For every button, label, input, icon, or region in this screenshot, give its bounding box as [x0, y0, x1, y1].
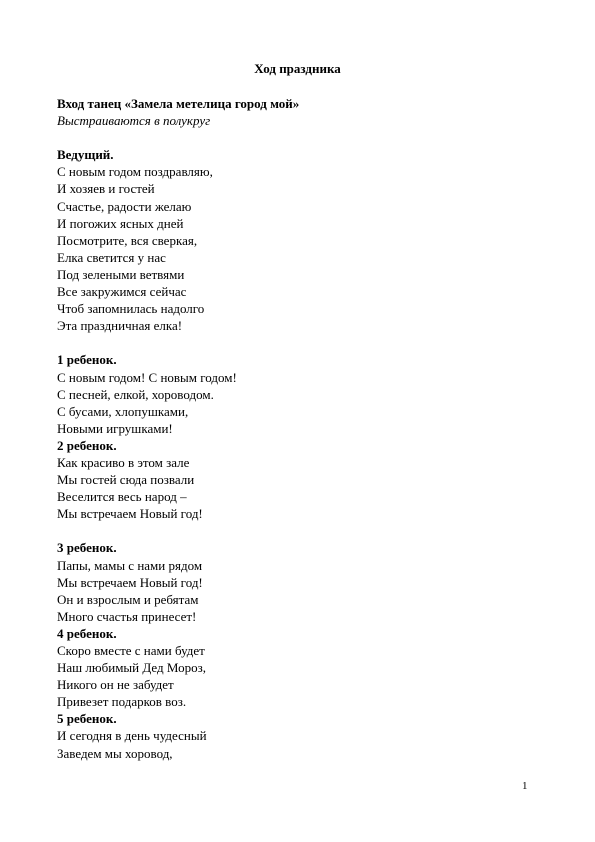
verse-line: Много счастья принесет! [57, 608, 197, 624]
verse-line: Мы гостей сюда позвали [57, 472, 195, 488]
verse-line: С новым годом поздравляю, [57, 164, 213, 180]
verse-line: С бусами, хлопушками, [57, 403, 189, 419]
speaker-label: 5 ребенок. [57, 711, 117, 727]
verse-line: Папы, мамы с нами рядом [57, 557, 203, 573]
speaker-label: 2 ребенок. [57, 437, 117, 453]
verse-line: Мы встречаем Новый год! [57, 506, 203, 522]
verse-line: Веселится весь народ – [57, 489, 187, 505]
verse-line: Посмотрите, вся сверкая, [57, 232, 198, 248]
paragraph-gap [57, 522, 537, 539]
speaker-label: 4 ребенок. [57, 625, 117, 641]
intro-heading: Вход танец «Замела метелица город мой» [57, 96, 300, 111]
verse-line: Под зелеными ветвями [57, 266, 185, 282]
verse-line: Он и взрослым и ребятам [57, 591, 199, 607]
verse-line: Эта праздничная елка! [57, 318, 183, 334]
speaker-label: 3 ребенок. [57, 540, 117, 556]
speaker-label: 1 ребенок. [57, 352, 117, 368]
verse-line: Новыми игрушками! [57, 420, 173, 436]
verse-line: Как красиво в этом зале [57, 454, 190, 470]
verse-line: Мы встречаем Новый год! [57, 574, 203, 590]
verse-line: Елка светится у нас [57, 249, 166, 265]
verse-line: Чтоб запомнилась надолго [57, 301, 205, 317]
verse-line: Счастье, радости желаю [57, 198, 192, 214]
page-title: Ход праздника [254, 61, 341, 76]
verse-line: И погожих ясных дней [57, 215, 184, 231]
verse-line: С новым годом! С новым годом! [57, 369, 237, 385]
verse-line: Все закружимся сейчас [57, 284, 187, 300]
verse-line: Привезет подарков воз. [57, 694, 187, 710]
verse-line: Скоро вместе с нами будет [57, 643, 205, 658]
speaker-label: Ведущий. [57, 147, 114, 163]
paragraph-gap [57, 334, 537, 351]
verse-line: И хозяев и гостей [57, 181, 155, 197]
page-number: 1 [522, 780, 528, 792]
verse-line: Наш любимый Дед Мороз, [57, 660, 206, 676]
verse-line: И сегодня в день чудесный [57, 728, 207, 744]
verse-line: Никого он не забудет [57, 677, 174, 693]
verse-line: С песней, елкой, хороводом. [57, 386, 214, 402]
paragraph-gap [57, 129, 537, 146]
stage-direction: Выстраиваются в полукруг [57, 113, 211, 129]
verse-line: Заведем мы хоровод, [57, 745, 173, 761]
document-body [57, 95, 537, 762]
